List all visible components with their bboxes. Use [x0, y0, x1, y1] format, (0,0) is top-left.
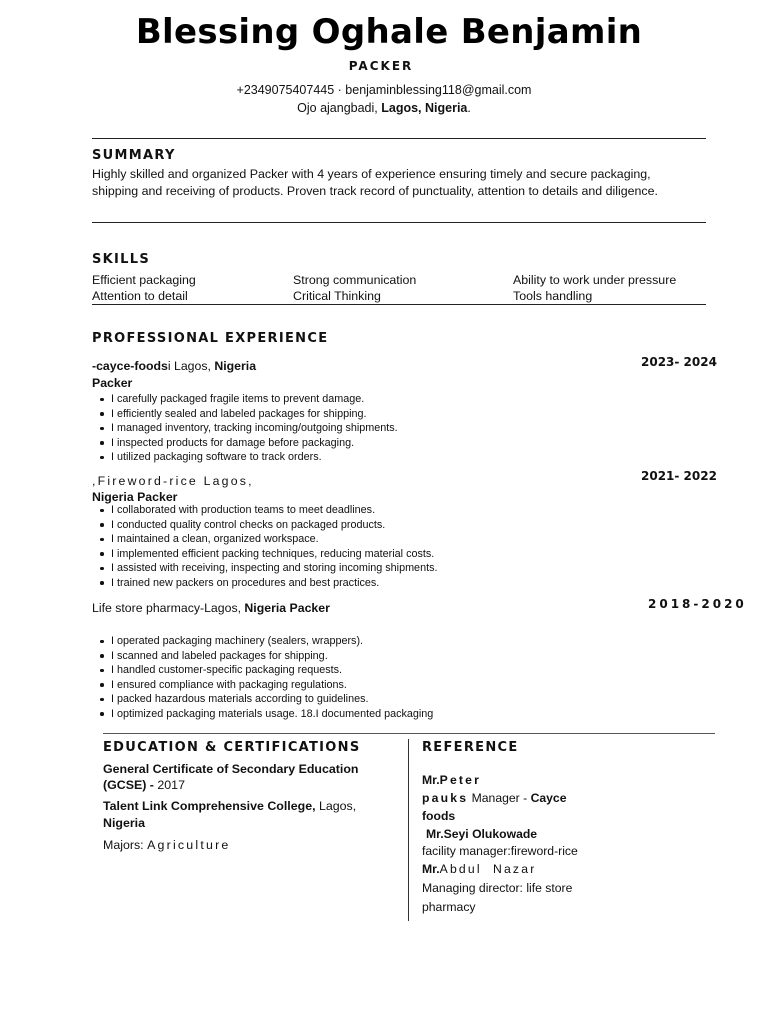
address-end: . [467, 101, 471, 115]
reference-surname: pauks [422, 791, 469, 805]
skill-item: Efficient packaging [92, 273, 196, 287]
school-title: Talent Link Comprehensive College, [103, 799, 316, 813]
certificate-year [103, 778, 185, 792]
reference-role-cont: pharmacy [422, 900, 476, 914]
school-country: Nigeria [103, 816, 146, 830]
reference-company: Cayce [530, 791, 567, 805]
address-street: Ojo ajangbadi, [297, 101, 382, 115]
list-item: I conducted quality control checks on packaged products. [92, 518, 512, 533]
reference-company-cont: foods [422, 809, 456, 823]
divider [92, 222, 706, 223]
certificate-date: 2017 [157, 778, 185, 792]
job-company [92, 359, 256, 373]
job-role: PACKER [348, 59, 414, 73]
majors [103, 838, 231, 852]
job-dates: 2021- 2022 [641, 469, 717, 483]
list-item: I optimized packaging materials usage. 18.I documented packaging [92, 707, 512, 722]
company-name: -cayce-foods [92, 359, 168, 373]
company-location: i Lagos, [167, 359, 215, 373]
divider [92, 138, 706, 139]
address [0, 101, 768, 115]
contact-info: +2349075407445 · benjaminblessing118@gmail.com [236, 83, 532, 97]
reference-role [422, 789, 566, 807]
reference-name [422, 860, 536, 878]
school-city: Lagos, [315, 799, 357, 813]
job-bullets [92, 503, 512, 591]
job-bullets [92, 634, 512, 722]
majors-value: Agriculture [147, 838, 231, 852]
skill-item: Ability to work under pressure [513, 273, 677, 287]
skills-heading: SKILLS [92, 252, 151, 267]
reference-role: Managing director: life store [422, 881, 573, 895]
reference-firstname: Peter [439, 773, 482, 787]
reference-title: Mr. [422, 862, 440, 876]
reference-name: Mr.Seyi Olukowade [426, 827, 538, 841]
list-item: I managed inventory, tracking incoming/outgoing shipments. [92, 421, 512, 436]
summary-line: shipping and receiving of products. Proven track record of punctuality, attention to details and diligence. [92, 184, 658, 198]
majors-label: Majors: [103, 838, 148, 852]
list-item: I trained new packers on procedures and best practices. [92, 576, 512, 591]
column-divider [408, 739, 409, 921]
list-item: I packed hazardous materials according to guidelines. [92, 692, 512, 707]
list-item: I efficiently sealed and labeled packages for shipping. [92, 407, 512, 422]
reference-name [422, 771, 481, 789]
summary-line: Highly skilled and organized Packer with 4 years of experience ensuring timely and secure packaging, [92, 167, 651, 181]
list-item: I operated packaging machinery (sealers, wrappers). [92, 634, 512, 649]
reference-title: Mr. [422, 773, 440, 787]
summary-text [92, 166, 732, 200]
company-name: ,Fireword-rice Lagos, [92, 474, 254, 488]
address-city: Lagos, Nigeria [381, 101, 468, 115]
experience-heading: PROFESSIONAL EXPERIENCE [92, 331, 329, 346]
reference-fullname: Abdul Nazar [439, 862, 537, 876]
list-item: I handled customer-specific packaging requests. [92, 663, 512, 678]
list-item: I assisted with receiving, inspecting and storing incoming shipments. [92, 561, 512, 576]
divider [103, 733, 715, 734]
job-title: Packer [92, 376, 133, 390]
list-item: I maintained a clean, organized workspace. [92, 532, 512, 547]
certificate-name: General Certificate of Secondary Education [103, 762, 359, 776]
job-bullets [92, 392, 512, 465]
job-company [92, 474, 254, 488]
job-dates: 2018-2020 [648, 597, 747, 611]
school-name [103, 799, 356, 813]
job-company [92, 601, 330, 615]
list-item: I carefully packaged fragile items to prevent damage. [92, 392, 512, 407]
resume-name: Blessing Oghale Benjamin [135, 12, 643, 52]
list-item: I implemented efficient packing techniques, reducing material costs. [92, 547, 512, 562]
list-item: I utilized packaging software to track orders. [92, 450, 512, 465]
reference-role: facility manager:fireword-rice [422, 844, 578, 858]
list-item: I inspected products for damage before packaging. [92, 436, 512, 451]
education-heading: EDUCATION & CERTIFICATIONS [103, 740, 361, 755]
list-item: I ensured compliance with packaging regulations. [92, 678, 512, 693]
company-name: Life store pharmacy-Lagos, [92, 601, 245, 615]
skill-item: Tools handling [513, 289, 593, 303]
list-item: I scanned and labeled packages for shipping. [92, 649, 512, 664]
company-country: Nigeria [214, 359, 257, 373]
list-item: I collaborated with production teams to meet deadlines. [92, 503, 512, 518]
summary-heading: SUMMARY [92, 148, 176, 163]
job-title: Nigeria Packer [92, 490, 178, 504]
divider [92, 304, 706, 305]
skill-item: Attention to detail [92, 289, 188, 303]
reference-heading: REFERENCE [422, 740, 519, 755]
skill-item: Critical Thinking [293, 289, 381, 303]
skill-item: Strong communication [293, 273, 417, 287]
certificate-abbrev: (GCSE) - [103, 778, 158, 792]
job-title: Nigeria Packer [244, 601, 330, 615]
job-dates: 2023- 2024 [641, 355, 717, 369]
reference-position: Manager - [468, 791, 531, 805]
